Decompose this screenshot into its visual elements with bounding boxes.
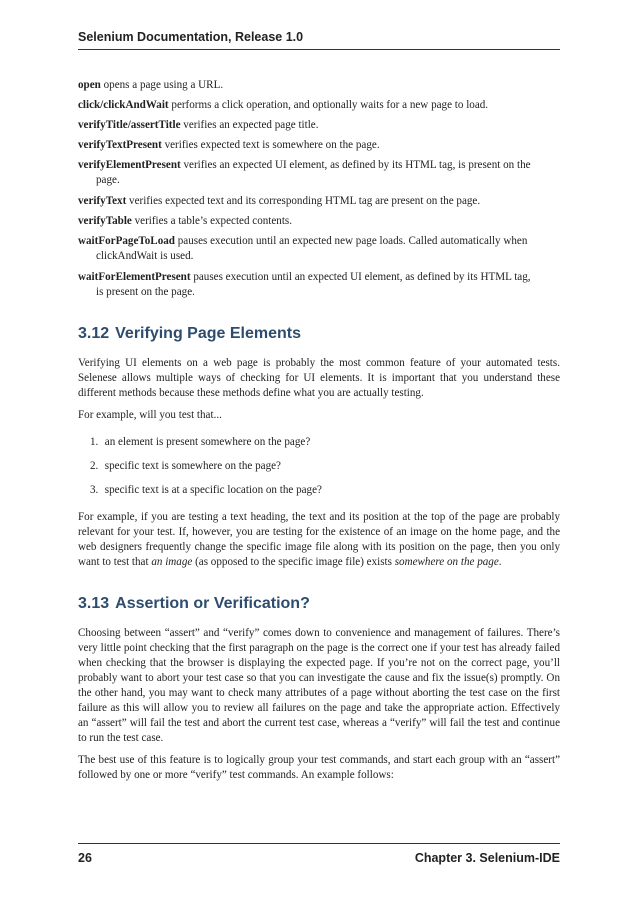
definition-term: verifyTable [78, 215, 132, 227]
definition-term: waitForElementPresent [78, 271, 191, 283]
list-number: 3. [90, 484, 99, 496]
list-text: specific text is somewhere on the page? [104, 460, 281, 472]
definition-click [78, 98, 560, 113]
running-header: Selenium Documentation, Release 1.0 [78, 30, 304, 44]
emphasis: an image [151, 556, 193, 568]
definition-term: waitForPageToLoad [78, 235, 175, 247]
definition-desc: pauses execution until an expected UI element, as defined by its HTML tag, [193, 271, 531, 283]
header-divider [78, 49, 560, 50]
section-number: 3.12 [78, 325, 110, 342]
emphasis: somewhere on the page [394, 556, 499, 568]
paragraph: Choosing between “assert” and “verify” comes down to convenience and management of failures. There’s very little point checking that the first paragraph on the page is the correct one if your test has already failed when checking that the browser is displaying the expected page. If you’re not on the correct page, you’ll probably want to abort your test case so that you can investigate the cause and fix the issue(s) promptly. On the other hand, you may want to check many attributes of a page without aborting the test case on the first failure as this will allow you to review all failures on the page and take the appropriate action. Effectively an “assert” will fail the test and abort the current test case, whereas a “verify” will fail the test and continue to run the test case. [78, 627, 560, 744]
text-run: (as opposed to the specific image file) exists [192, 556, 395, 568]
definition-term: open [78, 79, 101, 91]
page-content [78, 78, 560, 790]
section-title: Assertion or Verification? [115, 595, 310, 612]
definition-verify-text [78, 194, 560, 209]
paragraph: Verifying UI elements on a web page is probably the most common feature of your automated tests. Selenese allows multiple ways of checking for UI elements. It is important that you understand these different methods because these methods define what you are actually testing. [78, 357, 560, 399]
section-heading-3-12 [78, 324, 560, 344]
definition-desc: verifies a table’s expected contents. [134, 215, 293, 227]
definition-open [78, 78, 560, 93]
definition-desc: verifies expected text is somewhere on the page. [164, 139, 380, 151]
definition-wait-for-element-present [78, 270, 560, 300]
definition-continuation: is present on the page. [96, 286, 195, 298]
chapter-label: Chapter 3. Selenium-IDE [414, 851, 560, 865]
definition-desc: verifies an expected UI element, as defined by its HTML tag, is present on the [183, 159, 531, 171]
paragraph: For example, will you test that... [78, 409, 222, 421]
definition-desc: verifies an expected page title. [183, 119, 319, 131]
definition-desc: verifies expected text and its corresponding HTML tag are present on the page. [129, 195, 481, 207]
definition-desc: pauses execution until an expected new page loads. Called automatically when [177, 235, 528, 247]
definition-desc: opens a page using a URL. [103, 79, 224, 91]
definition-desc: performs a click operation, and optionally waits for a new page to load. [171, 99, 489, 111]
text-run: . [498, 556, 502, 568]
list-item [90, 435, 560, 450]
list-text: an element is present somewhere on the page? [104, 436, 311, 448]
definition-verify-element-present [78, 158, 560, 188]
definition-verify-table [78, 214, 560, 229]
definition-term: verifyText [78, 195, 127, 207]
list-number: 2. [90, 460, 99, 472]
definition-term: verifyTitle/assertTitle [78, 119, 181, 131]
command-definition-list [78, 78, 560, 300]
definition-continuation: clickAndWait is used. [96, 250, 194, 262]
list-item [90, 483, 560, 498]
section-title: Verifying Page Elements [115, 325, 301, 342]
list-number: 1. [90, 436, 99, 448]
text-run: For example, if you are testing a text heading, the text and its position at the top of the page are probably relevant for your test. If, however, you are testing for the existence of an image on the home page, and the web designers frequently change the specific image file along with its position on the page, then you only want to test that [78, 511, 560, 568]
definition-wait-for-page-to-load [78, 234, 560, 264]
definition-term: verifyElementPresent [78, 159, 181, 171]
paragraph [78, 510, 560, 570]
definition-verify-title [78, 118, 560, 133]
definition-term: verifyTextPresent [78, 139, 162, 151]
section-number: 3.13 [78, 595, 110, 612]
numbered-list [78, 435, 560, 498]
definition-term: click/clickAndWait [78, 99, 169, 111]
footer-divider [78, 843, 560, 844]
definition-verify-text-present [78, 138, 560, 153]
page-number: 26 [78, 851, 92, 865]
list-item [90, 459, 560, 474]
definition-continuation: page. [96, 174, 120, 186]
section-heading-3-13 [78, 594, 560, 614]
list-text: specific text is at a specific location on the page? [104, 484, 322, 496]
paragraph: The best use of this feature is to logically group your test commands, and start each group with an “assert” followed by one or more “verify” test commands. An example follows: [78, 754, 560, 781]
